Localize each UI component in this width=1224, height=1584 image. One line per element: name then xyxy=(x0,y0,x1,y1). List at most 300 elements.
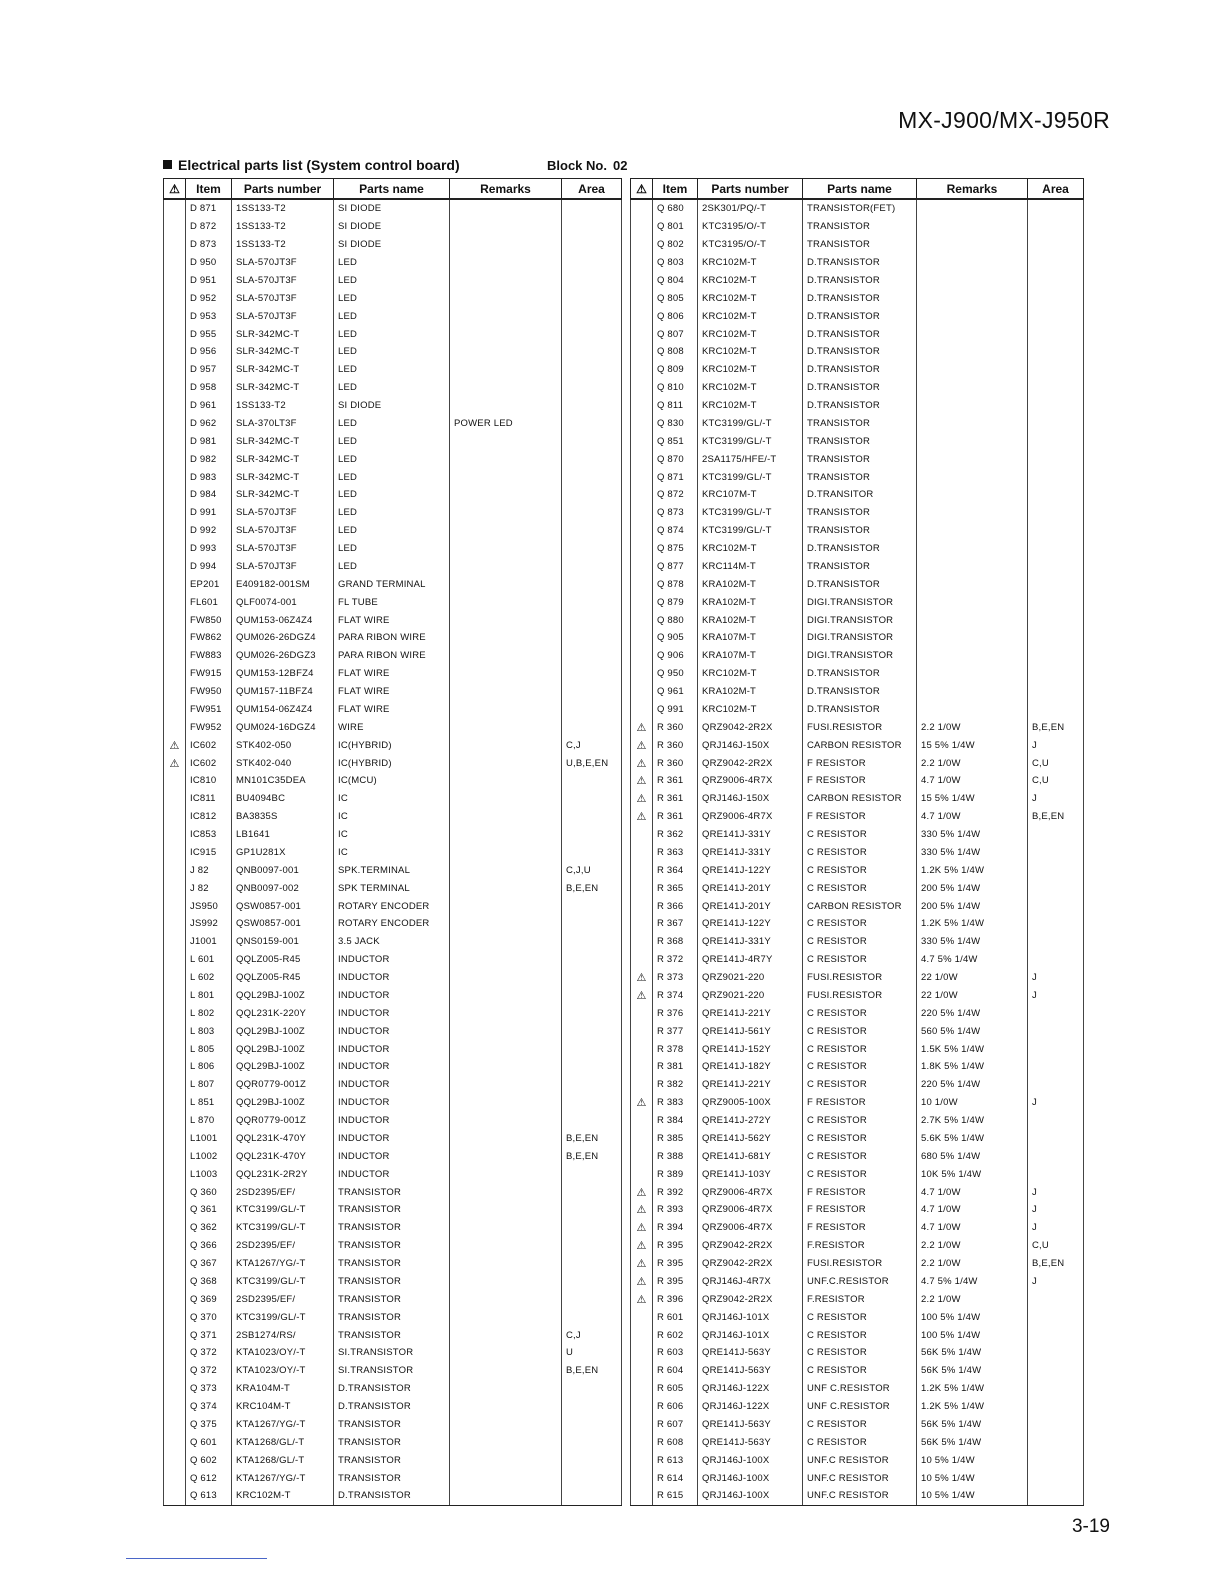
remarks-cell xyxy=(450,683,562,701)
parts-number-cell: QRJ146J-150X xyxy=(698,736,803,754)
parts-table-left xyxy=(163,178,622,1506)
warning-icon xyxy=(631,1112,653,1130)
remarks-cell xyxy=(917,701,1028,719)
parts-name-cell: TRANSISTOR xyxy=(334,1201,450,1219)
area-cell xyxy=(562,1290,622,1308)
remarks-cell xyxy=(450,611,562,629)
parts-number-cell: QRZ9021-220 xyxy=(698,969,803,987)
item-cell: FW883 xyxy=(186,647,232,665)
remarks-cell xyxy=(917,486,1028,504)
table-row xyxy=(164,736,622,754)
parts-number-cell: QUM157-11BFZ4 xyxy=(232,683,334,701)
remarks-cell xyxy=(917,236,1028,254)
warning-icon xyxy=(631,647,653,665)
item-cell: D 955 xyxy=(186,325,232,343)
area-cell xyxy=(1028,397,1084,415)
parts-name-cell: TRANSISTOR(FET) xyxy=(803,199,917,218)
parts-number-cell: QRJ146J-100X xyxy=(698,1469,803,1487)
parts-number-cell: STK402-040 xyxy=(232,754,334,772)
parts-number-cell: KTA1268/GL/-T xyxy=(232,1433,334,1451)
warning-header-icon: ⚠ xyxy=(631,179,653,200)
item-cell: Q 371 xyxy=(186,1326,232,1344)
parts-name-cell: C RESISTOR xyxy=(803,1362,917,1380)
remarks-cell xyxy=(917,361,1028,379)
parts-name-cell: TRANSISTOR xyxy=(334,1469,450,1487)
parts-number-cell: QRZ9042-2R2X xyxy=(698,754,803,772)
area-cell xyxy=(562,790,622,808)
remarks-cell xyxy=(450,915,562,933)
warning-icon xyxy=(631,450,653,468)
parts-name-cell: LED xyxy=(334,325,450,343)
remarks-cell: 15 5% 1/4W xyxy=(917,790,1028,808)
parts-name-cell: D.TRANSISTOR xyxy=(803,343,917,361)
table-row xyxy=(631,343,1084,361)
warning-icon xyxy=(164,218,186,236)
area-cell xyxy=(1028,540,1084,558)
remarks-cell xyxy=(450,379,562,397)
table-row xyxy=(164,1344,622,1362)
remarks-cell: 22 1/0W xyxy=(917,987,1028,1005)
item-cell: Q 905 xyxy=(653,629,698,647)
item-cell: R 613 xyxy=(653,1451,698,1469)
parts-table-right xyxy=(630,178,1084,1506)
area-cell: C,J xyxy=(562,736,622,754)
item-cell: Q 851 xyxy=(653,432,698,450)
parts-name-cell: C RESISTOR xyxy=(803,1004,917,1022)
parts-name-cell: TRANSISTOR xyxy=(803,504,917,522)
remarks-cell xyxy=(917,199,1028,218)
parts-number-cell: 1SS133-T2 xyxy=(232,236,334,254)
parts-number-cell: QRJ146J-101X xyxy=(698,1326,803,1344)
parts-name-cell: LED xyxy=(334,379,450,397)
warning-icon xyxy=(164,1040,186,1058)
parts-name-cell: LED xyxy=(334,540,450,558)
item-cell: Q 367 xyxy=(186,1255,232,1273)
item-cell: J 82 xyxy=(186,861,232,879)
area-cell xyxy=(562,1469,622,1487)
item-cell: D 871 xyxy=(186,199,232,218)
item-cell: Q 873 xyxy=(653,504,698,522)
parts-name-cell: LED xyxy=(334,450,450,468)
table-row xyxy=(164,522,622,540)
parts-name-cell: TRANSISTOR xyxy=(334,1451,450,1469)
remarks-cell xyxy=(450,844,562,862)
warning-icon xyxy=(631,879,653,897)
remarks-cell: 200 5% 1/4W xyxy=(917,879,1028,897)
parts-name-cell: F RESISTOR xyxy=(803,1219,917,1237)
warning-icon: ⚠ xyxy=(631,1273,653,1291)
table-row xyxy=(164,325,622,343)
area-cell xyxy=(562,808,622,826)
warning-icon xyxy=(164,808,186,826)
area-header: Area xyxy=(562,179,622,200)
parts-number-cell: KRC104M-T xyxy=(232,1398,334,1416)
parts-number-cell: SLA-370LT3F xyxy=(232,415,334,433)
area-cell xyxy=(562,1487,622,1505)
parts-number-cell: 2SD2395/EF/ xyxy=(232,1290,334,1308)
table-row xyxy=(164,915,622,933)
remarks-cell: 1.2K 5% 1/4W xyxy=(917,915,1028,933)
warning-icon xyxy=(164,1326,186,1344)
parts-number-cell: KTC3199/GL/-T xyxy=(698,504,803,522)
item-cell: R 382 xyxy=(653,1076,698,1094)
remarks-cell xyxy=(450,897,562,915)
table-row xyxy=(164,254,622,272)
warning-icon xyxy=(164,1308,186,1326)
table-row xyxy=(631,540,1084,558)
item-cell: Q 373 xyxy=(186,1380,232,1398)
area-cell xyxy=(562,647,622,665)
parts-number-cell: SLR-342MC-T xyxy=(232,343,334,361)
item-cell: JS992 xyxy=(186,915,232,933)
parts-number-cell: STK402-050 xyxy=(232,736,334,754)
area-cell: J xyxy=(1028,1183,1084,1201)
parts-number-cell: SLA-570JT3F xyxy=(232,307,334,325)
warning-icon xyxy=(164,1058,186,1076)
parts-number-cell: KTC3195/O/-T xyxy=(698,218,803,236)
area-cell xyxy=(1028,1058,1084,1076)
remarks-cell xyxy=(450,1022,562,1040)
block-value: 02 xyxy=(612,158,628,173)
item-cell: R 608 xyxy=(653,1433,698,1451)
parts-number-cell: QRJ146J-122X xyxy=(698,1380,803,1398)
area-cell xyxy=(1028,1040,1084,1058)
warning-icon xyxy=(164,826,186,844)
remarks-cell: 2.2 1/0W xyxy=(917,754,1028,772)
warning-icon xyxy=(631,343,653,361)
remarks-cell xyxy=(450,1398,562,1416)
remarks-cell xyxy=(450,1112,562,1130)
item-cell: R 603 xyxy=(653,1344,698,1362)
table-row xyxy=(631,1290,1084,1308)
table-row xyxy=(164,1040,622,1058)
item-cell: R 394 xyxy=(653,1219,698,1237)
remarks-cell: 10 5% 1/4W xyxy=(917,1469,1028,1487)
table-row xyxy=(164,1094,622,1112)
item-cell: Q 810 xyxy=(653,379,698,397)
warning-icon xyxy=(631,307,653,325)
parts-name-cell: FUSI.RESISTOR xyxy=(803,1255,917,1273)
area-cell xyxy=(562,218,622,236)
remarks-cell: 1.2K 5% 1/4W xyxy=(917,1398,1028,1416)
parts-name-cell: D.TRANSISTOR xyxy=(803,379,917,397)
warning-icon: ⚠ xyxy=(631,987,653,1005)
parts-name-cell: INDUCTOR xyxy=(334,1040,450,1058)
remarks-cell xyxy=(450,1469,562,1487)
parts-number-cell: QNS0159-001 xyxy=(232,933,334,951)
area-cell xyxy=(1028,343,1084,361)
warning-icon: ⚠ xyxy=(164,754,186,772)
warning-icon xyxy=(631,611,653,629)
item-cell: Q 601 xyxy=(186,1433,232,1451)
area-cell xyxy=(562,254,622,272)
parts-number-cell: QRE141J-272Y xyxy=(698,1112,803,1130)
parts-name-cell: IC(MCU) xyxy=(334,772,450,790)
remarks-cell xyxy=(450,593,562,611)
area-cell xyxy=(1028,504,1084,522)
parts-name-cell: DIGI.TRANSISTOR xyxy=(803,629,917,647)
parts-number-cell: SLR-342MC-T xyxy=(232,325,334,343)
table-row xyxy=(164,808,622,826)
table-row xyxy=(631,468,1084,486)
warning-icon xyxy=(164,1451,186,1469)
parts-name-cell: C RESISTOR xyxy=(803,1058,917,1076)
parts-name-cell: TRANSISTOR xyxy=(334,1219,450,1237)
area-cell xyxy=(1028,1398,1084,1416)
remarks-cell xyxy=(917,432,1028,450)
remarks-cell xyxy=(917,647,1028,665)
remarks-cell xyxy=(450,1058,562,1076)
area-cell xyxy=(562,826,622,844)
parts-name-cell: SPK.TERMINAL xyxy=(334,861,450,879)
area-cell xyxy=(1028,199,1084,218)
warning-icon xyxy=(631,468,653,486)
parts-number-cell: QRE141J-201Y xyxy=(698,897,803,915)
parts-number-cell: QRZ9006-4R7X xyxy=(698,1201,803,1219)
parts-number-cell: SLR-342MC-T xyxy=(232,379,334,397)
parts-number-cell: KRC102M-T xyxy=(698,397,803,415)
block-number xyxy=(547,158,627,173)
parts-number-cell: QRE141J-201Y xyxy=(698,879,803,897)
parts-number-cell: QUM026-26DGZ3 xyxy=(232,647,334,665)
item-cell: IC915 xyxy=(186,844,232,862)
parts-number-cell: 2SB1274/RS/ xyxy=(232,1326,334,1344)
remarks-cell: 4.7 5% 1/4W xyxy=(917,951,1028,969)
parts-number-cell: E409182-001SM xyxy=(232,575,334,593)
parts-name-cell: D.TRANSISTOR xyxy=(334,1398,450,1416)
item-cell: D 951 xyxy=(186,272,232,290)
item-cell: R 389 xyxy=(653,1165,698,1183)
remarks-cell: 200 5% 1/4W xyxy=(917,897,1028,915)
remarks-cell xyxy=(450,218,562,236)
table-row xyxy=(631,790,1084,808)
parts-name-cell: PARA RIBON WIRE xyxy=(334,629,450,647)
parts-name-cell: FLAT WIRE xyxy=(334,665,450,683)
item-cell: FW862 xyxy=(186,629,232,647)
table-row xyxy=(631,1004,1084,1022)
area-cell xyxy=(562,1433,622,1451)
item-cell: Q 361 xyxy=(186,1201,232,1219)
parts-name-cell: TRANSISTOR xyxy=(334,1416,450,1434)
warning-icon xyxy=(164,522,186,540)
table-row xyxy=(631,1255,1084,1273)
area-cell xyxy=(562,199,622,218)
area-cell xyxy=(562,558,622,576)
table-row xyxy=(631,361,1084,379)
item-cell: FW951 xyxy=(186,701,232,719)
parts-number-header: Parts number xyxy=(698,179,803,200)
item-cell: D 956 xyxy=(186,343,232,361)
remarks-cell xyxy=(450,450,562,468)
parts-name-cell: TRANSISTOR xyxy=(803,450,917,468)
area-cell xyxy=(1028,701,1084,719)
parts-number-cell: QRZ9005-100X xyxy=(698,1094,803,1112)
parts-name-cell: TRANSISTOR xyxy=(334,1433,450,1451)
parts-name-cell: C RESISTOR xyxy=(803,1112,917,1130)
warning-icon xyxy=(164,1380,186,1398)
table-row xyxy=(164,844,622,862)
footer-rule xyxy=(126,1558,267,1559)
warning-icon: ⚠ xyxy=(631,1183,653,1201)
area-cell xyxy=(562,951,622,969)
item-header: Item xyxy=(653,179,698,200)
area-cell xyxy=(562,629,622,647)
warning-icon xyxy=(164,432,186,450)
item-cell: D 982 xyxy=(186,450,232,468)
table-row xyxy=(631,1308,1084,1326)
warning-icon xyxy=(631,558,653,576)
parts-name-cell: INDUCTOR xyxy=(334,1165,450,1183)
section-heading-text: Electrical parts list (System control board) xyxy=(178,157,460,173)
parts-number-cell: QQL29BJ-100Z xyxy=(232,987,334,1005)
area-cell xyxy=(562,1380,622,1398)
parts-name-cell: SI DIODE xyxy=(334,199,450,218)
table-row xyxy=(631,683,1084,701)
area-cell xyxy=(562,325,622,343)
warning-icon xyxy=(631,1416,653,1434)
parts-name-cell: DIGI.TRANSISTOR xyxy=(803,593,917,611)
area-cell xyxy=(1028,1290,1084,1308)
area-cell xyxy=(1028,951,1084,969)
parts-number-header: Parts number xyxy=(232,179,334,200)
area-cell xyxy=(1028,361,1084,379)
parts-number-cell: QRE141J-563Y xyxy=(698,1344,803,1362)
parts-name-cell: F RESISTOR xyxy=(803,754,917,772)
area-cell: J xyxy=(1028,1201,1084,1219)
parts-number-cell: QRE141J-4R7Y xyxy=(698,951,803,969)
table-row xyxy=(631,307,1084,325)
item-cell: L 851 xyxy=(186,1094,232,1112)
table-row xyxy=(164,1147,622,1165)
parts-name-cell: FUSI.RESISTOR xyxy=(803,987,917,1005)
remarks-cell: 10 5% 1/4W xyxy=(917,1451,1028,1469)
parts-name-cell: C RESISTOR xyxy=(803,1076,917,1094)
table-row xyxy=(164,1362,622,1380)
remarks-cell xyxy=(450,1290,562,1308)
table-row xyxy=(164,450,622,468)
parts-number-cell: KTC3199/GL/-T xyxy=(232,1273,334,1291)
warning-icon xyxy=(631,1380,653,1398)
remarks-cell: 56K 5% 1/4W xyxy=(917,1344,1028,1362)
parts-name-cell: LED xyxy=(334,522,450,540)
parts-number-cell: QRJ146J-100X xyxy=(698,1487,803,1505)
table-row xyxy=(164,486,622,504)
parts-name-cell: TRANSISTOR xyxy=(803,218,917,236)
parts-number-cell: KTA1023/OY/-T xyxy=(232,1344,334,1362)
area-cell xyxy=(562,683,622,701)
item-cell: R 367 xyxy=(653,915,698,933)
table-row xyxy=(631,1487,1084,1505)
warning-icon xyxy=(164,1344,186,1362)
table-row xyxy=(631,1022,1084,1040)
item-cell: L 803 xyxy=(186,1022,232,1040)
remarks-cell xyxy=(450,1308,562,1326)
warning-icon xyxy=(631,1326,653,1344)
area-cell xyxy=(562,665,622,683)
item-cell: L 602 xyxy=(186,969,232,987)
parts-number-cell: KTC3199/GL/-T xyxy=(232,1201,334,1219)
item-cell: Q 961 xyxy=(653,683,698,701)
item-cell: JS950 xyxy=(186,897,232,915)
table-row xyxy=(631,701,1084,719)
parts-number-cell: KRC102M-T xyxy=(698,379,803,397)
item-cell: D 957 xyxy=(186,361,232,379)
area-cell xyxy=(562,718,622,736)
area-cell xyxy=(562,504,622,522)
item-cell: R 395 xyxy=(653,1255,698,1273)
remarks-cell: 1.2K 5% 1/4W xyxy=(917,1380,1028,1398)
item-cell: FW950 xyxy=(186,683,232,701)
area-cell: J xyxy=(1028,1273,1084,1291)
table-row xyxy=(631,504,1084,522)
area-cell xyxy=(1028,450,1084,468)
table-row xyxy=(164,361,622,379)
table-row xyxy=(631,754,1084,772)
area-cell xyxy=(1028,272,1084,290)
parts-number-cell: KRC102M-T xyxy=(698,361,803,379)
warning-icon xyxy=(164,1273,186,1291)
parts-number-cell: QRE141J-331Y xyxy=(698,826,803,844)
area-cell xyxy=(1028,1130,1084,1148)
parts-number-cell: 2SD2395/EF/ xyxy=(232,1183,334,1201)
parts-name-cell: C RESISTOR xyxy=(803,1040,917,1058)
warning-icon xyxy=(631,486,653,504)
warning-icon xyxy=(631,1344,653,1362)
remarks-cell xyxy=(917,325,1028,343)
area-cell xyxy=(562,844,622,862)
remarks-cell: 220 5% 1/4W xyxy=(917,1076,1028,1094)
parts-number-cell: QNB0097-001 xyxy=(232,861,334,879)
parts-name-cell: D.TRANSITOR xyxy=(803,486,917,504)
table-row xyxy=(164,879,622,897)
parts-number-cell: QNB0097-002 xyxy=(232,879,334,897)
warning-icon xyxy=(164,1219,186,1237)
table-row xyxy=(631,289,1084,307)
warning-icon xyxy=(164,575,186,593)
parts-name-cell: C RESISTOR xyxy=(803,826,917,844)
area-cell xyxy=(1028,289,1084,307)
warning-icon xyxy=(631,915,653,933)
parts-name-cell: SI DIODE xyxy=(334,218,450,236)
remarks-cell: 56K 5% 1/4W xyxy=(917,1433,1028,1451)
area-cell: J xyxy=(1028,987,1084,1005)
parts-name-cell: IC xyxy=(334,826,450,844)
item-cell: R 605 xyxy=(653,1380,698,1398)
item-cell: Q 375 xyxy=(186,1416,232,1434)
warning-icon xyxy=(631,1058,653,1076)
parts-name-cell: INDUCTOR xyxy=(334,1130,450,1148)
warning-header-icon: ⚠ xyxy=(164,179,186,200)
item-cell: L 801 xyxy=(186,987,232,1005)
warning-icon xyxy=(631,218,653,236)
remarks-cell: 330 5% 1/4W xyxy=(917,826,1028,844)
area-cell xyxy=(1028,1469,1084,1487)
parts-name-cell: ROTARY ENCODER xyxy=(334,915,450,933)
table-row xyxy=(164,415,622,433)
table-row xyxy=(631,897,1084,915)
area-cell xyxy=(1028,861,1084,879)
warning-icon xyxy=(164,1433,186,1451)
area-cell xyxy=(562,1201,622,1219)
remarks-cell xyxy=(450,1004,562,1022)
remarks-cell xyxy=(450,1416,562,1434)
parts-name-cell: UNF C.RESISTOR xyxy=(803,1380,917,1398)
warning-icon xyxy=(164,1130,186,1148)
warning-icon xyxy=(164,1165,186,1183)
area-cell xyxy=(562,1112,622,1130)
parts-name-cell: FUSI.RESISTOR xyxy=(803,969,917,987)
parts-name-cell: C RESISTOR xyxy=(803,915,917,933)
